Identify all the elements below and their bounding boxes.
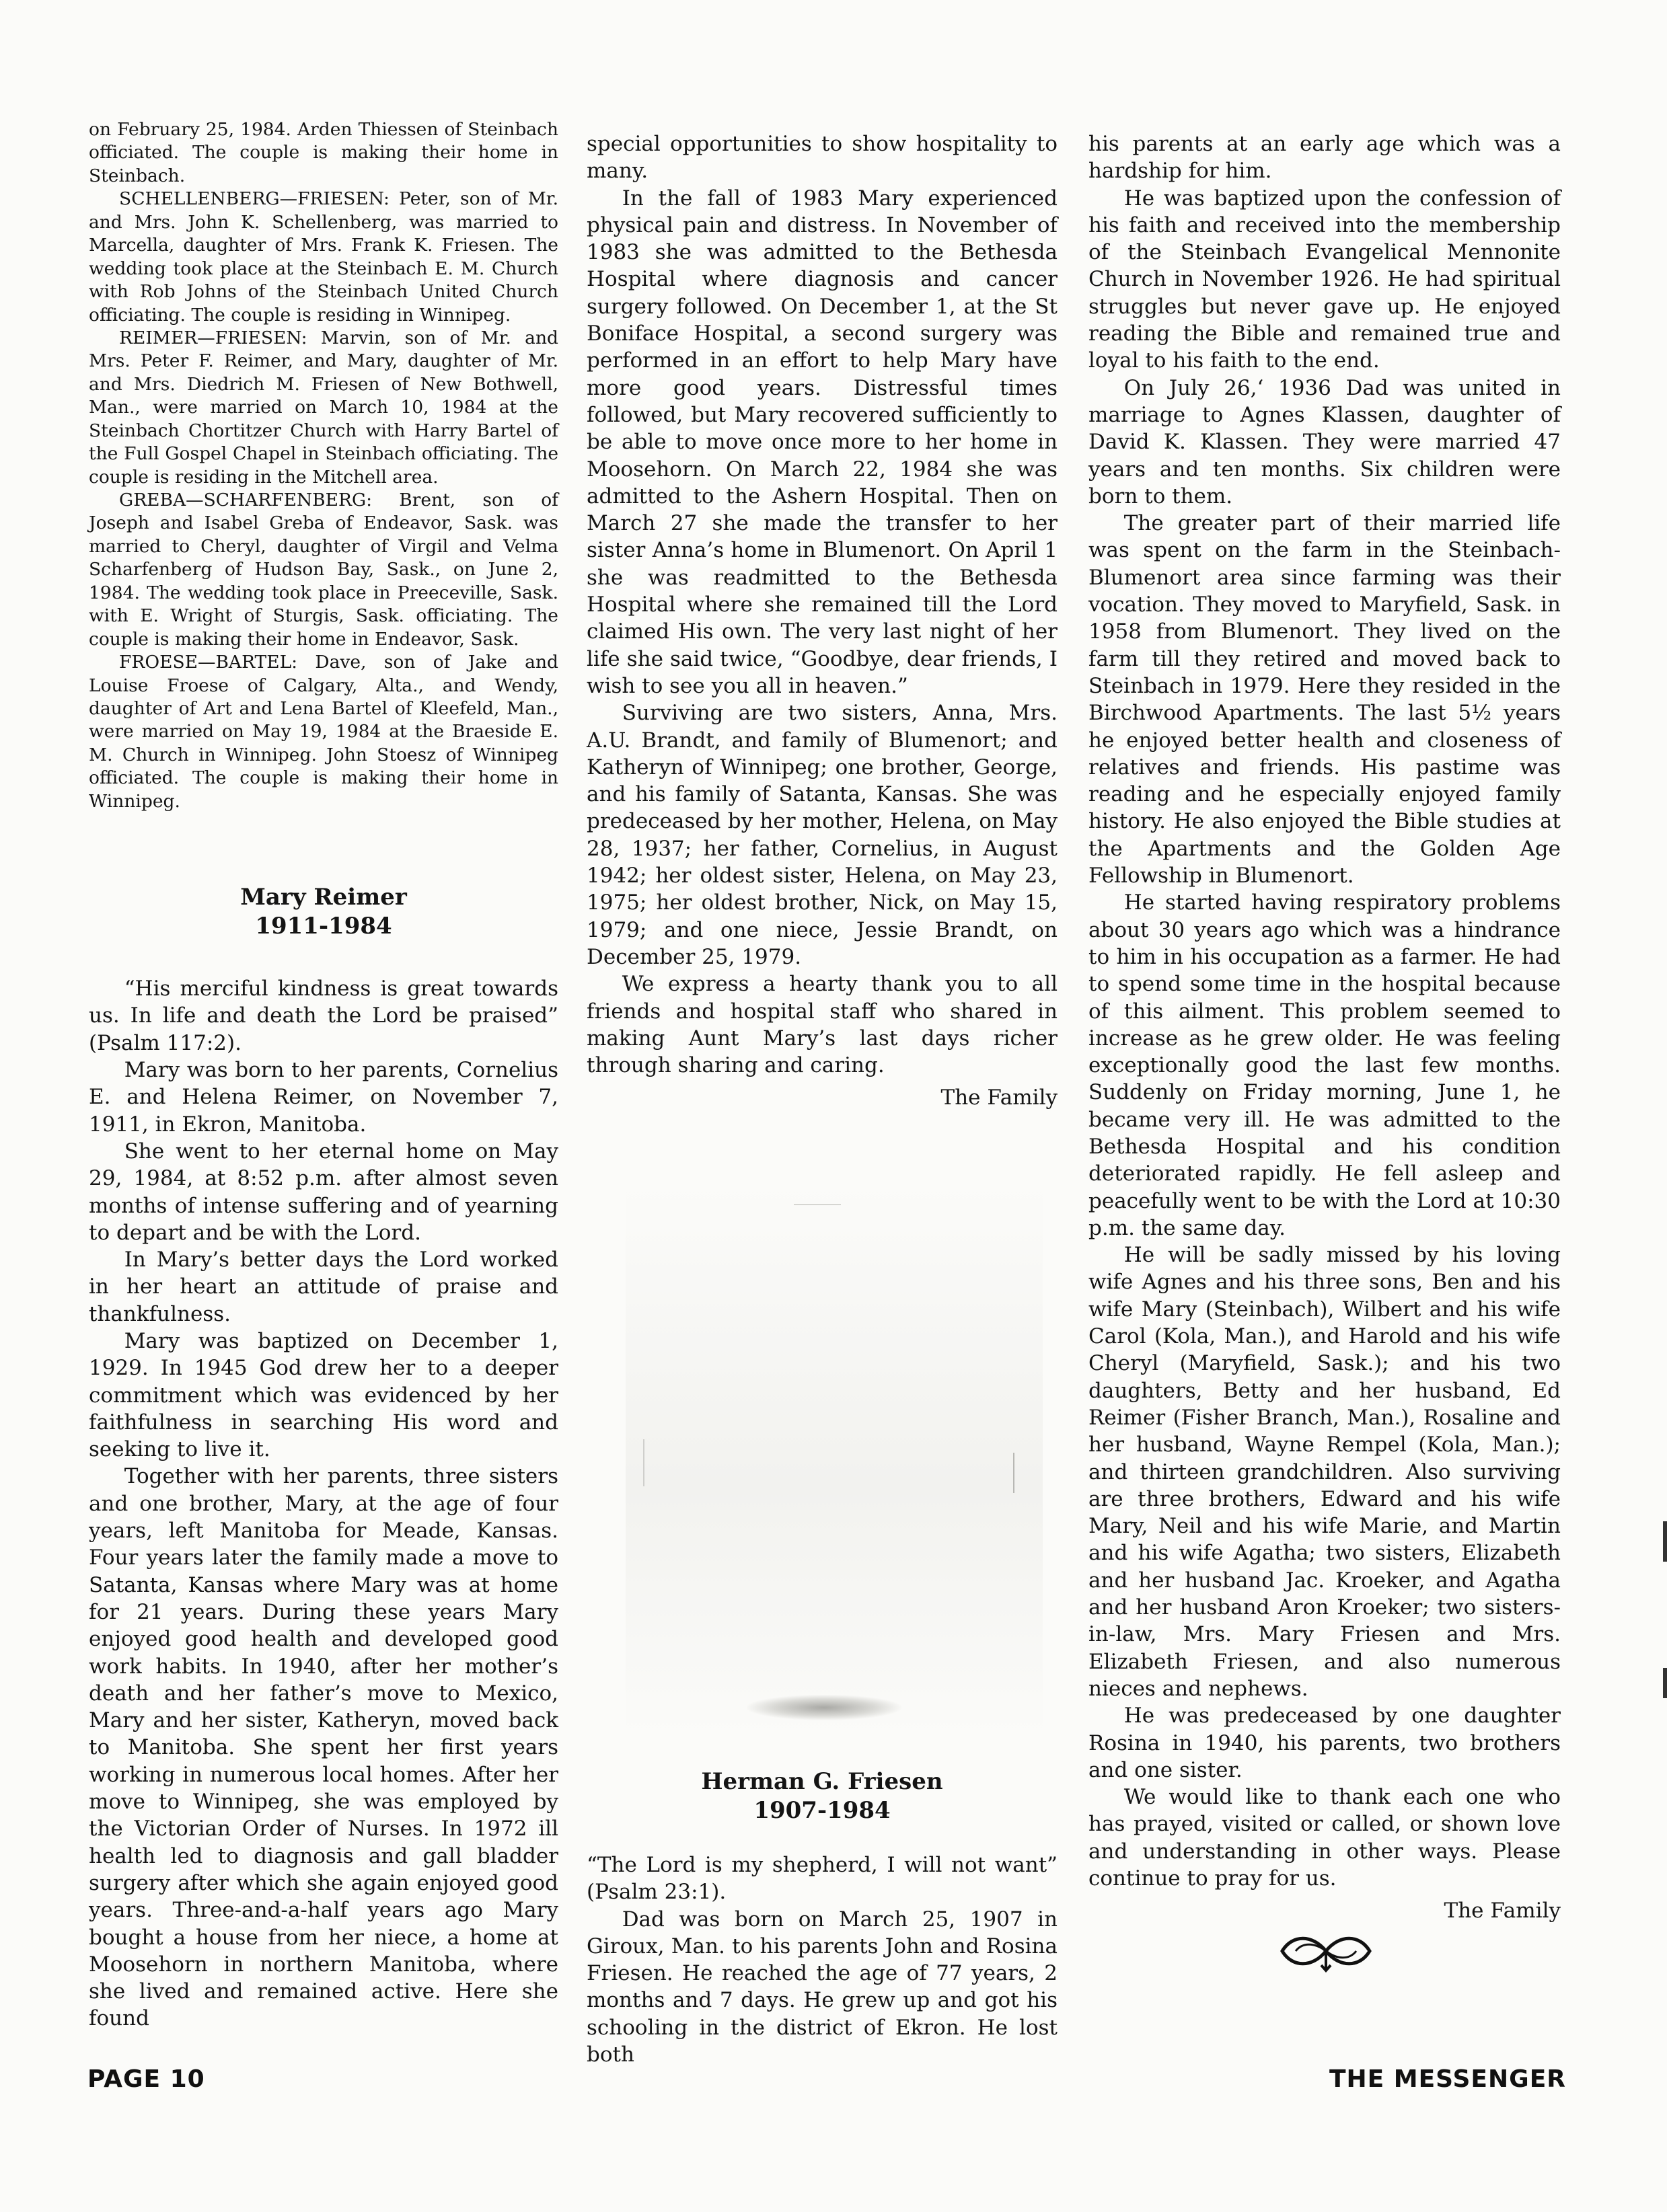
obituary-paragraph: We would like to thank each one who has prayed, visited or called, or shown love and understanding in other ways. Please continue to pray for us. xyxy=(1088,1785,1561,1891)
obituary-paragraph: Mary was born to her parents, Cornelius E. and Helena Reimer, on November 7, 1911, in Ekron, Manitoba. xyxy=(89,1058,558,1137)
scan-margin-mark xyxy=(1663,1521,1667,1562)
family-signature: The Family xyxy=(1444,1899,1561,1923)
scan-margin-mark xyxy=(1663,1668,1667,1698)
column-2 xyxy=(587,130,1058,1112)
obituary-paragraph: He was predeceased by one daughter Rosina in 1940, his parents, two brothers and one sister. xyxy=(1088,1704,1561,1782)
obituary-paragraph: She went to her eternal home on May 29, 1984, at 8:52 p.m. after almost seven months of intense suffering and of yearning to depart and be with the Lord. xyxy=(89,1139,558,1245)
page-number: PAGE 10 xyxy=(87,2065,205,2093)
obituary-title-herman-friesen xyxy=(587,1767,1058,1825)
faded-portrait-photo xyxy=(626,1184,1043,1735)
obituary-paragraph: Surviving are two sisters, Anna, Mrs. A.U. Brandt, and family of Blumenort; and Katheryn of Winnipeg; one brother, George, and his family of Satanta, Kansas. She was predeceased by her mother, Helena, on May 28, 1937; her father, Cornelius, in August 1942; her oldest sister, Helena, on May 23, 1975; her oldest brother, Nick, on May 15, 1979; and one niece, Jessie Brandt, on December 25, 1979. xyxy=(587,701,1058,969)
publication-name: THE MESSENGER xyxy=(1329,2065,1566,2093)
announcement-reimer-friesen: REIMER—FRIESEN: Marvin, son of Mr. and Mrs. Peter F. Reimer, and Mary, daughter of Mr. and Mrs. Diedrich M. Friesen of New Bothwell, Man., were married on March 10, 1984 at the Steinbach Chortitzer Church with Harry Bartel of the Full Gospel Chapel in Steinbach officiating. The couple is residing in the Mitchell area. xyxy=(89,327,558,488)
obituary-name: Herman G. Friesen xyxy=(701,1768,943,1795)
obituary-paragraph: He started having respiratory problems about 30 years ago which was a hindrance to him in his occupation as a farmer. He had to spend some time in the hospital because of this ailment. This problem seemed to increase as he grew older. He was feeling exceptionally good the last few months. Suddenly on Friday morning, June 1, he became very ill. He was admitted to the Bethesda Hospital and his condition deteriorated rapidly. He fell asleep and peacefully went to be with the Lord at 10:30 p.m. the same day. xyxy=(1088,890,1561,1240)
decorative-knot-ornament-icon xyxy=(1275,1928,1376,1975)
family-signature: The Family xyxy=(940,1085,1058,1110)
column-1 xyxy=(89,118,558,2032)
obituary-name: Mary Reimer xyxy=(240,884,407,911)
obituary-paragraph: Mary was baptized on December 1, 1929. In 1945 God drew her to a deeper commitment which was evidenced by her faithfulness in searching His word and seeking to live it. xyxy=(89,1328,558,1462)
obituary-paragraph: He was baptized upon the confession of his faith and received into the membership of the Steinbach Evangelical Mennonite Church in November 1926. He had spiritual struggles but never gave up. He enjoyed reading the Bible and remained true and loyal to his faith to the end. xyxy=(1088,186,1561,373)
obituary-paragraph: Together with her parents, three sisters and one brother, Mary, at the age of four years, left Manitoba for Meade, Kansas. Four years later the family made a move to Satanta, Kansas where Mary was at home for 21 years. During these years Mary enjoyed good health and developed good work habits. In 1940, after her mother’s death and her father’s move to Mexico, Mary and her sister, Katheryn, moved back to Manitoba. She spent her first years working in numerous local homes. After her move to Winnipeg, she was employed by the Victorian Order of Nurses. In 1972 ill health led to diagnosis and gall bladder surgery after which she again enjoyed good years. Three-and-a-half years ago Mary bought a house from her niece, a home at Moosehorn in northern Manitoba, where she lived and remained active. Here she found xyxy=(89,1464,558,2031)
obituary-paragraph: In Mary’s better days the Lord worked in her heart an attitude of praise and thankfulness. xyxy=(89,1248,558,1326)
obituary-paragraph: “His merciful kindness is great towards us. In life and death the Lord be praised” (Psalm 117:2). xyxy=(89,977,558,1055)
announcement-schellenberg-friesen: SCHELLENBERG—FRIESEN: Peter, son of Mr. and Mrs. John K. Schellenberg, was married to Marcella, daughter of Mrs. Frank K. Friesen. The wedding took place at the Steinbach E. M. Church with Rob Johns of the Steinbach United Church officiating. The couple is residing in Winnipeg. xyxy=(89,188,558,326)
obituary-paragraph: special opportunities to show hospitality to many. xyxy=(587,132,1058,184)
wedding-announcements xyxy=(89,118,558,813)
obituary-paragraph: The greater part of their married life was spent on the farm in the Steinbach-Blumenort area since farming was their vocation. They moved to Maryfield, Sask. in 1958 from Blumenort. They lived on the farm till they retired and moved back to Steinbach in 1979. Here they resided in the Birchwood Apartments. The last 5½ years he enjoyed better health and closeness of relatives and friends. His pastime was reading and he especially enjoyed family history. He also enjoyed the Bible studies at the Apartments and the Golden Age Fellowship in Blumenort. xyxy=(1088,511,1561,888)
obituary-paragraph: his parents at an early age which was a hardship for him. xyxy=(1088,132,1561,184)
mary-reimer-obituary-body xyxy=(89,975,558,2032)
herman-friesen-obituary-start xyxy=(587,1767,1058,2068)
obituary-years: 1911-1984 xyxy=(255,912,392,940)
obituary-paragraph: We express a hearty thank you to all friends and hospital staff who shared in making Aunt Mary’s last days richer through sharing and caring. xyxy=(587,972,1058,1078)
announcement-greba-scharfenberg: GREBA—SCHARFENBERG: Brent, son of Joseph and Isabel Greba of Endeavor, Sask. was married to Cheryl, daughter of Virgil and Velma Scharfenberg of Hudson Bay, Sask., on June 2, 1984. The wedding took place in Preeceville, Sask. with E. Wright of Sturgis, Sask. officiating. The couple is making their home in Endeavor, Sask. xyxy=(89,490,558,650)
column-3 xyxy=(1088,130,1561,1925)
obituary-paragraph: Dad was born on March 25, 1907 in Giroux, Man. to his parents John and Rosina Friesen. He reached the age of 77 years, 2 months and 7 days. He grew up and got his schooling in the district of Ekron. He lost both xyxy=(587,1907,1058,2067)
obituary-paragraph: In the fall of 1983 Mary experienced physical pain and distress. In November of 1983 she was admitted to the Bethesda Hospital where diagnosis and cancer surgery followed. On December 1, at the St Boniface Hospital, a second surgery was performed in an effort to help Mary have more good years. Distressful times followed, but Mary recovered sufficiently to be able to move once more to her home in Moosehorn. On March 22, 1984 she was admitted to the Ashern Hospital. Then on March 27 she made the transfer to her sister Anna’s home in Blumenort. On April 1 she was readmitted to the Bethesda Hospital where she remained till the Lord claimed His own. The very last night of her life she said twice, “Goodbye, dear friends, I wish to see you all in heaven.” xyxy=(587,186,1058,698)
obituary-paragraph: He will be sadly missed by his loving wife Agnes and his three sons, Ben and his wife Mary (Steinbach), Wilbert and his wife Carol (Kola, Man.), and Harold and his wife Cheryl (Maryfield, Sask.); and his two daughters, Betty and her husband, Ed Reimer (Fisher Branch, Man.), Rosaline and her husband, Wayne Rempel (Kola, Man.); and thirteen grandchildren. Also surviving are three brothers, Edward and his wife Mary, Neil and his wife Marie, and Martin and his wife Agatha; two sisters, Elizabeth and her husband Jac. Kroeker, and Agatha and her husband Aron Kroeker; two sisters-in-law, Mrs. Mary Friesen and Mrs. Elizabeth Friesen, and also numerous nieces and nephews. xyxy=(1088,1243,1561,1701)
obituary-paragraph: “The Lord is my shepherd, I will not want” (Psalm 23:1). xyxy=(587,1853,1058,1905)
obituary-title-mary-reimer xyxy=(89,883,558,940)
announcement-continued: on February 25, 1984. Arden Thiessen of Steinbach officiated. The couple is making their home in Steinbach. xyxy=(89,119,558,186)
obituary-years: 1907-1984 xyxy=(753,1796,891,1824)
obituary-paragraph: On July 26,‘ 1936 Dad was united in marriage to Agnes Klassen, daughter of David K. Klassen. They were married 47 years and ten months. Six children were born to them. xyxy=(1088,375,1561,508)
announcement-froese-bartel: FROESE—BARTEL: Dave, son of Jake and Louise Froese of Calgary, Alta., and Wendy, daughter of Art and Lena Bartel of Kleefeld, Man., were married on May 19, 1984 at the Braeside E. M. Church in Winnipeg. John Stoesz of Winnipeg officiated. The couple is making their home in Winnipeg. xyxy=(89,652,558,812)
